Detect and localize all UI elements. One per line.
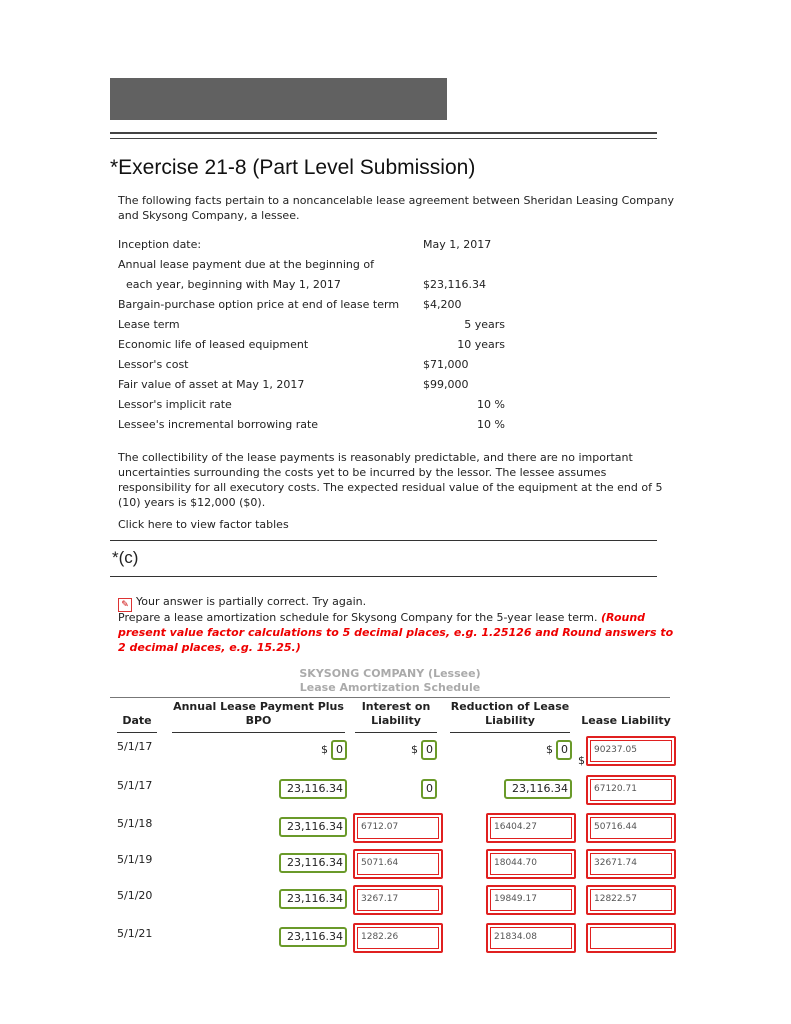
fact-row	[118, 295, 498, 315]
divider	[110, 697, 670, 698]
payment-input[interactable]: 23,116.34	[279, 889, 347, 909]
fact-value: 5 years	[464, 318, 505, 331]
lease-liability-input[interactable]: 67120.71	[586, 775, 676, 805]
fact-value: 10 years	[457, 338, 505, 351]
facts-table	[118, 235, 505, 435]
page-title: *Exercise 21-8 (Part Level Submission)	[110, 156, 476, 179]
fact-value: 10 %	[477, 418, 505, 431]
reduction-input[interactable]: 21834.08	[486, 923, 576, 953]
interest-input[interactable]: 0	[421, 779, 437, 799]
header-payment: Annual Lease Payment Plus BPO	[172, 700, 345, 733]
payment-input[interactable]: 23,116.34	[279, 853, 347, 873]
fact-value: $23,116.34	[423, 278, 486, 291]
interest-input[interactable]: 1282.26	[353, 923, 443, 953]
divider	[110, 132, 657, 139]
reduction-input[interactable]: 23,116.34	[504, 779, 572, 799]
fact-label: Inception date:	[118, 238, 202, 251]
currency-symbol: $	[411, 743, 418, 756]
header-lease-liability: Lease Liability	[581, 714, 671, 727]
currency-symbol: $	[321, 743, 328, 756]
fact-value: May 1, 2017	[423, 238, 492, 251]
payment-input[interactable]: 23,116.34	[279, 779, 347, 799]
lease-liability-input[interactable]: 50716.44	[586, 813, 676, 843]
fact-row	[118, 255, 498, 275]
intro-text: The following facts pertain to a noncancelable lease agreement between Sheridan Leasing Company and Skysong Company, a lessee.	[118, 194, 675, 222]
payment-input[interactable]: 23,116.34	[279, 927, 347, 947]
interest-input[interactable]: 3267.17	[353, 885, 443, 915]
fact-row	[118, 355, 498, 375]
fact-row	[118, 335, 505, 355]
pencil-icon: ✎	[118, 598, 132, 612]
reduction-input[interactable]: 16404.27	[486, 813, 576, 843]
reduction-input[interactable]: 0	[556, 740, 572, 760]
payment-input[interactable]: 23,116.34	[279, 817, 347, 837]
fact-label: Lease term	[118, 318, 180, 331]
row-date: 5/1/21	[117, 927, 153, 940]
row-date: 5/1/20	[117, 889, 153, 902]
payment-input[interactable]: 0	[331, 740, 347, 760]
part-label: *(c)	[112, 548, 139, 567]
header-banner	[110, 78, 447, 120]
fact-value: 10 %	[477, 398, 505, 411]
fact-label: Lessor's implicit rate	[118, 398, 232, 411]
instruction-text: Prepare a lease amortization schedule for Skysong Company for the 5-year lease term.	[118, 611, 601, 624]
factor-tables-link[interactable]: Click here to view factor tables	[118, 518, 289, 531]
interest-input[interactable]: 5071.64	[353, 849, 443, 879]
fact-label: each year, beginning with May 1, 2017	[126, 278, 341, 291]
fact-label: Lessee's incremental borrowing rate	[118, 418, 319, 431]
row-date: 5/1/17	[117, 740, 153, 753]
header-interest: Interest on Liability	[355, 700, 437, 733]
currency-symbol: $	[546, 743, 553, 756]
header-reduction: Reduction of Lease Liability	[450, 700, 570, 733]
reduction-input[interactable]: 19849.17	[486, 885, 576, 915]
fact-label: Bargain-purchase option price at end of lease term	[118, 298, 400, 311]
header-date: Date	[117, 714, 157, 733]
fact-label: Fair value of asset at May 1, 2017	[118, 378, 305, 391]
lease-liability-input[interactable]: 12822.57	[586, 885, 676, 915]
fact-row	[118, 315, 505, 335]
lease-liability-input[interactable]	[586, 923, 676, 953]
fact-row	[118, 375, 498, 395]
feedback-text: Your answer is partially correct. Try again.	[136, 595, 367, 608]
interest-input[interactable]: 6712.07	[353, 813, 443, 843]
fact-value: $4,200	[423, 298, 462, 311]
row-date: 5/1/18	[117, 817, 153, 830]
lease-liability-input[interactable]: 90237.05	[586, 736, 676, 766]
fact-row	[118, 415, 505, 435]
divider	[110, 576, 657, 577]
fact-label: Lessor's cost	[118, 358, 189, 371]
currency-symbol: $	[578, 754, 585, 767]
fact-row	[118, 275, 498, 295]
schedule-name: Lease Amortization Schedule	[299, 681, 481, 694]
fact-label: Annual lease payment due at the beginning of	[118, 258, 374, 271]
collectibility-text: The collectibility of the lease payments is reasonably predictable, and there are no important uncertainties surrounding the costs yet to be incurred by the lessor. The lessee assumes responsibility for all executory costs. The expected residual value of the equipment at the end of 5 (10) years is $12,000 ($0).	[118, 451, 663, 509]
fact-row	[118, 395, 505, 415]
company-name: SKYSONG COMPANY (Lessee)	[299, 667, 481, 680]
fact-label: Economic life of leased equipment	[118, 338, 309, 351]
rounding-instruction: (Round present value factor calculations to 5 decimal places, e.g. 1.25126 and Round answers to 2 decimal places, e.g. 15.25.)	[118, 611, 674, 654]
divider	[110, 540, 657, 541]
lease-liability-input[interactable]: 32671.74	[586, 849, 676, 879]
fact-value: $71,000	[423, 358, 469, 371]
row-date: 5/1/19	[117, 853, 153, 866]
fact-row	[118, 235, 498, 255]
schedule-heading	[110, 667, 670, 695]
instructions	[118, 610, 678, 655]
reduction-input[interactable]: 18044.70	[486, 849, 576, 879]
interest-input[interactable]: 0	[421, 740, 437, 760]
fact-value: $99,000	[423, 378, 469, 391]
row-date: 5/1/17	[117, 779, 153, 792]
